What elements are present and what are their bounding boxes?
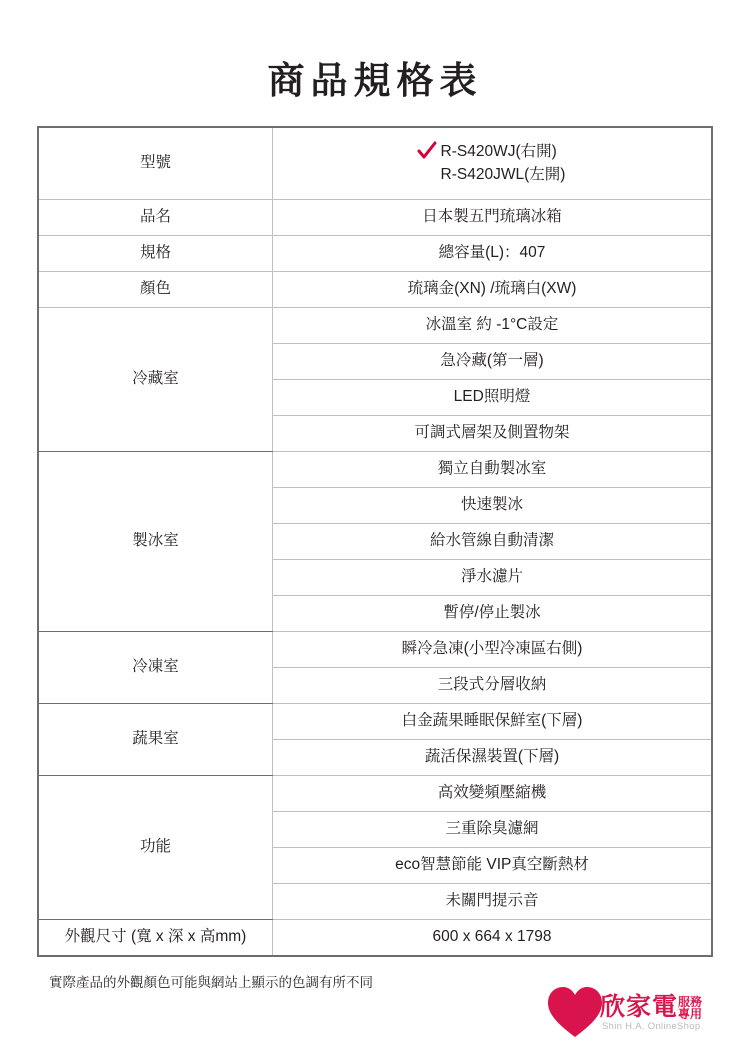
model-option-left: R-S420JWL(左開): [440, 166, 566, 184]
table-row: [38, 271, 712, 307]
watermark-brand-small-top: 服務: [678, 994, 703, 1009]
table-row: [38, 127, 712, 199]
row-value-ice-3: 給水管線自動清潔: [273, 523, 713, 559]
table-row: [38, 451, 712, 487]
table-body: [38, 127, 712, 956]
row-value-fridge-1: 冰溫室 約 -1°C設定: [273, 307, 713, 343]
specification-table: [37, 126, 713, 957]
table-row: [38, 703, 712, 739]
row-value-feature-4: 未關門提示音: [273, 883, 713, 919]
watermark-brand-main: 欣家電: [600, 993, 679, 1021]
row-value-freezer-2: 三段式分層收納: [273, 667, 713, 703]
model-option-right: R-S420WJ(右開): [440, 143, 557, 160]
check-icon: [417, 141, 437, 161]
row-value-dimensions: 600 x 664 x 1798: [273, 919, 713, 956]
row-label-dimensions: 外觀尺寸 (寬 x 深 x 高mm): [38, 919, 273, 956]
row-label-color: 顏色: [38, 271, 273, 307]
footnote-text: 實際產品的外觀顏色可能與網站上顯示的色調有所不同: [49, 974, 373, 990]
row-value-vegetable-1: 白金蔬果睡眠保鮮室(下層): [273, 703, 713, 739]
row-value-fridge-2: 急冷藏(第一層): [273, 343, 713, 379]
row-label-product-name: 品名: [38, 199, 273, 235]
row-value-feature-1: 高效變頻壓縮機: [273, 775, 713, 811]
table-row: [38, 775, 712, 811]
row-value-color: 琉璃金(XN) /琉璃白(XW): [273, 271, 713, 307]
row-label-capacity: 規格: [38, 235, 273, 271]
row-label-fridge: 冷藏室: [38, 307, 273, 451]
row-value-ice-5: 暫停/停止製冰: [273, 595, 713, 631]
row-value-fridge-4: 可調式層架及側置物架: [273, 415, 713, 451]
row-value-model: [273, 127, 713, 199]
table-row: [38, 631, 712, 667]
table-row: [38, 199, 712, 235]
watermark-brand-small-bottom: 專用: [678, 1007, 703, 1022]
watermark-subtitle: Shin H.A. OnlineShop: [602, 1021, 701, 1032]
row-label-model: 型號: [38, 127, 273, 199]
model-list: [419, 140, 566, 187]
row-value-product-name: 日本製五門琉璃冰箱: [273, 199, 713, 235]
row-value-freezer-1: 瞬冷急凍(小型冷凍區右側): [273, 631, 713, 667]
shop-watermark: [546, 979, 742, 1051]
row-value-feature-2: 三重除臭濾網: [273, 811, 713, 847]
row-value-ice-4: 淨水濾片: [273, 559, 713, 595]
heart-icon: [546, 985, 604, 1039]
table-row: [38, 307, 712, 343]
row-label-ice-maker: 製冰室: [38, 451, 273, 631]
row-value-ice-2: 快速製冰: [273, 487, 713, 523]
watermark-brand-small: [678, 996, 702, 1021]
row-value-ice-1: 獨立自動製冰室: [273, 451, 713, 487]
row-value-feature-3: eco智慧節能 VIP真空斷熱材: [273, 847, 713, 883]
table-row: [38, 235, 712, 271]
row-label-vegetable: 蔬果室: [38, 703, 273, 775]
table-row: [38, 919, 712, 956]
row-value-capacity: 總容量(L)：407: [273, 235, 713, 271]
row-label-freezer: 冷凍室: [38, 631, 273, 703]
row-value-vegetable-2: 蔬活保濕裝置(下層): [273, 739, 713, 775]
watermark-brand: [600, 987, 702, 1023]
page-title: 商品規格表: [267, 60, 483, 101]
row-value-fridge-3: LED照明燈: [273, 379, 713, 415]
row-label-features: 功能: [38, 775, 273, 919]
